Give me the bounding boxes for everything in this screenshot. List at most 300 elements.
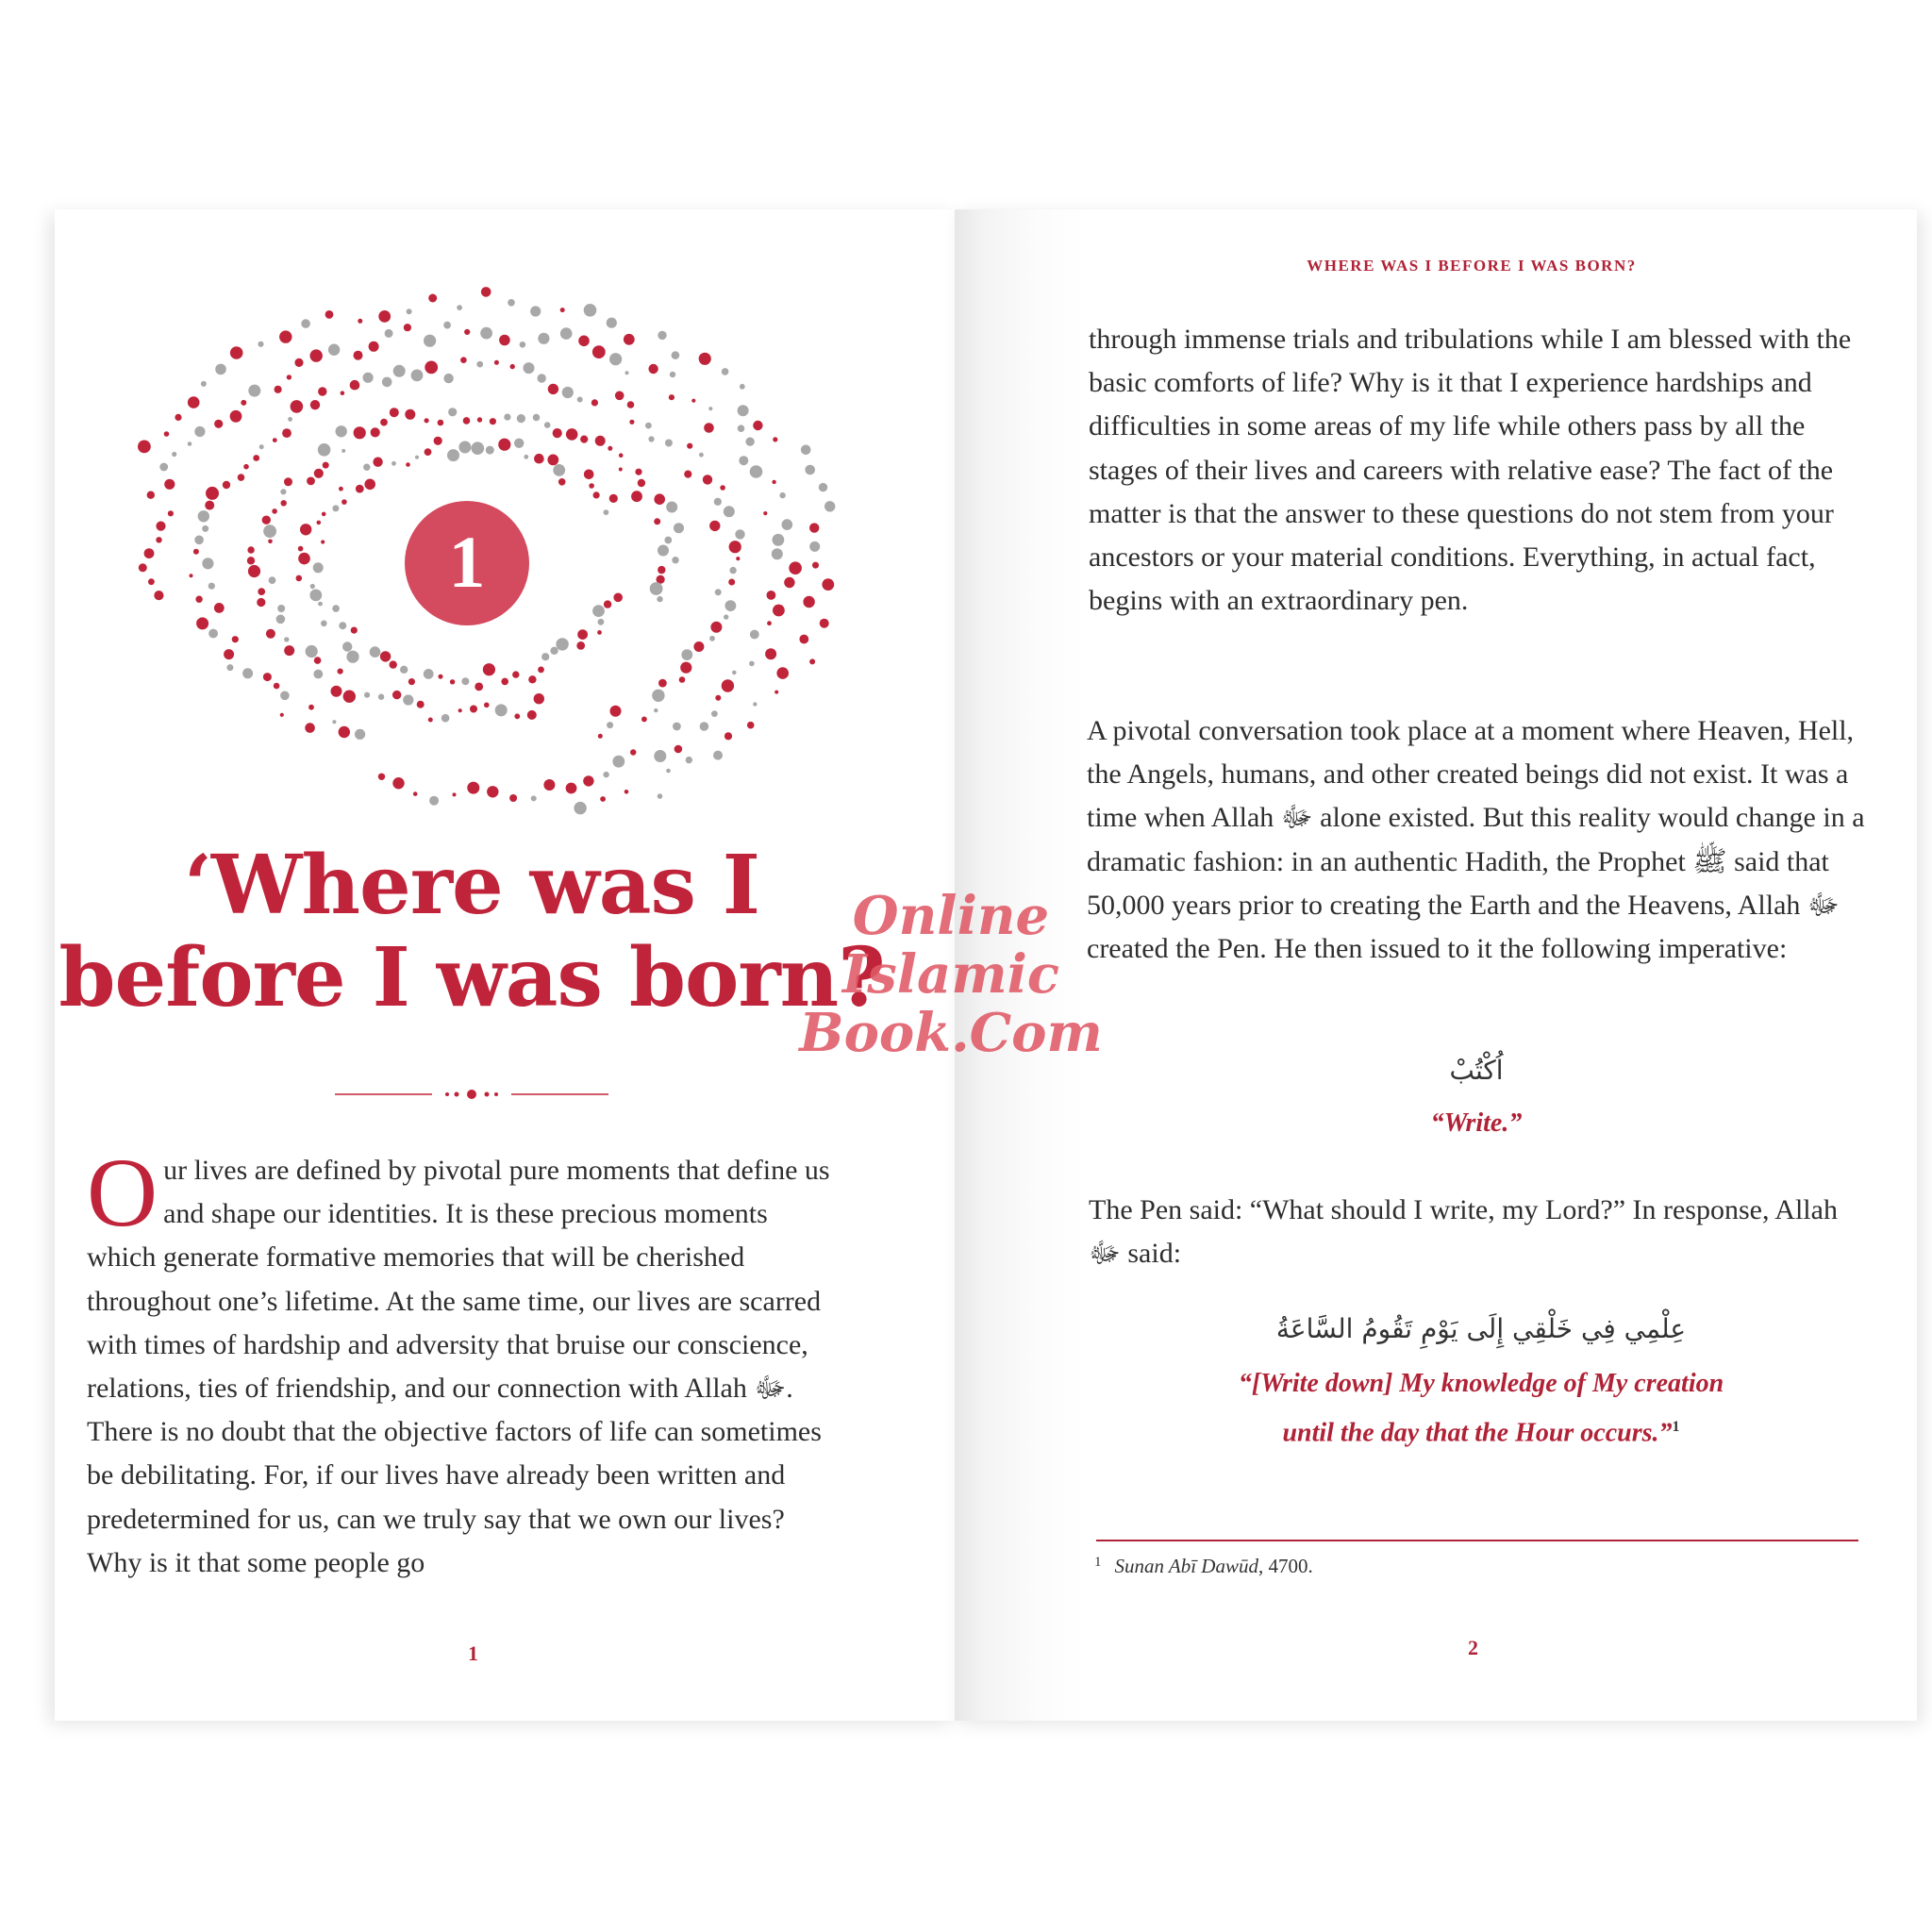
swirl-dot: [457, 305, 462, 310]
swirl-dot: [600, 796, 606, 802]
swirl-dot: [597, 630, 602, 635]
swirl-dot: [767, 621, 772, 625]
swirl-dot: [392, 691, 401, 699]
swirl-dot: [652, 690, 664, 702]
swirl-dot: [566, 428, 578, 441]
left-body-paragraph: [87, 1139, 841, 1585]
swirl-dot: [230, 346, 243, 359]
swirl-dot: [230, 410, 242, 423]
swirl-dot: [472, 441, 485, 455]
swirl-dot: [774, 691, 778, 694]
swirl-dot: [194, 426, 205, 437]
swirl-dot: [351, 627, 358, 634]
swirl-dot: [364, 692, 370, 698]
swirl-dot: [487, 786, 498, 797]
swirl-dot: [259, 444, 264, 449]
swirl-dot: [280, 691, 290, 701]
swirl-dot: [501, 678, 508, 686]
swirl-dot: [560, 327, 573, 340]
swirl-dot: [425, 418, 429, 423]
swirl-dot: [332, 505, 339, 511]
swirl-dot: [773, 437, 777, 441]
swirl-dot: [699, 453, 704, 458]
swirl-dot: [258, 341, 263, 347]
swirl-dot: [307, 477, 315, 486]
swirl-dot: [156, 522, 165, 531]
swirl-dot: [364, 479, 375, 491]
swirl-dot: [481, 287, 491, 297]
swirl-dot: [710, 622, 722, 633]
swirl-dot: [154, 591, 163, 600]
swirl-dot: [607, 318, 617, 328]
swirl-dot: [139, 563, 147, 572]
swirl-dot: [408, 678, 415, 685]
swirl-dot: [391, 461, 396, 466]
footnote: [1094, 1555, 1313, 1578]
swirl-dot: [484, 703, 490, 708]
swirl-dot: [205, 501, 214, 510]
swirl-dot: [772, 548, 783, 559]
swirl-dot: [429, 796, 439, 806]
swirl-dot: [274, 683, 280, 690]
swirl-dot: [609, 353, 622, 365]
swirl-dot: [202, 558, 213, 569]
swirl-dot: [354, 351, 363, 360]
swirl-dot: [356, 485, 364, 493]
swirl-dot: [447, 449, 459, 461]
swirl-dot: [711, 710, 718, 717]
swirl-dot: [342, 641, 352, 651]
swirl-dot: [684, 471, 691, 478]
swirl-dot: [425, 448, 432, 456]
swirl-dot: [773, 605, 785, 617]
swirl-dot: [490, 418, 496, 425]
swirl-dot: [779, 492, 785, 498]
swirl-dot: [296, 575, 303, 582]
swirl-dot: [553, 464, 565, 476]
swirl-dot: [767, 591, 776, 600]
swirl-dot: [577, 397, 583, 403]
swirl-dot: [415, 456, 419, 459]
swirl-dot: [314, 469, 324, 478]
swirl-dot: [458, 441, 471, 454]
swirl-dot: [248, 385, 260, 397]
swirl-dot: [509, 794, 517, 802]
swirl-dot: [745, 438, 754, 446]
swirl-dot: [576, 641, 585, 650]
swirl-dot: [223, 481, 230, 489]
swirl-dot: [534, 693, 544, 704]
swirl-dot: [669, 394, 675, 400]
swirl-dot: [434, 437, 442, 445]
swirl-dot: [470, 706, 477, 713]
swirl-dot: [724, 732, 732, 740]
swirl-dot: [619, 453, 624, 458]
right-paragraph-2: A pivotal conversation took place at a moment where Heaven, Hell, the Angels, humans, and other created beings did not exist. It was a time when Allah ﷻ alone existed. But this reality would change in a dramatic fashion: in an authentic Hadith, the Prophet ﷺ said that 50,000 years prior to creating the Earth and the Heavens, Allah ﷻ created the Pen. He then issued to it the following imperative:: [1087, 715, 1865, 965]
swirl-dot: [263, 525, 276, 538]
swirl-dot: [629, 420, 634, 425]
swirl-dot: [729, 567, 736, 574]
swirl-dot: [658, 545, 669, 557]
swirl-dot: [584, 304, 597, 317]
swirl-dot: [538, 333, 549, 344]
swirl-dot: [812, 562, 819, 569]
footnote-source: Sunan Abī Dawūd: [1114, 1555, 1258, 1577]
swirl-dot: [510, 364, 515, 369]
swirl-dot: [242, 668, 253, 678]
swirl-dot: [314, 657, 322, 664]
swirl-dot: [354, 426, 366, 439]
swirl-dot: [753, 421, 762, 430]
swirl-dot: [824, 501, 835, 511]
swirl-dot: [538, 374, 546, 382]
swirl-dot: [531, 795, 537, 801]
ornament-divider: [330, 1085, 613, 1104]
swirl-dot: [269, 576, 276, 584]
swirl-dot: [263, 673, 272, 681]
swirl-dot: [322, 512, 326, 517]
swirl-dot: [598, 734, 603, 739]
swirl-dot: [243, 464, 249, 470]
swirl-dot: [749, 661, 755, 667]
swirl-dot: [464, 329, 470, 335]
swirl-dot: [773, 534, 785, 546]
swirl-dot: [740, 384, 745, 390]
swirl-dot: [477, 417, 482, 422]
swirl-dot: [560, 308, 565, 312]
swirl-dot: [341, 391, 345, 395]
swirl-dot: [725, 600, 737, 611]
swirl-dot: [615, 391, 625, 401]
swirl-dot: [253, 455, 259, 461]
swirl-dot: [202, 525, 208, 532]
swirl-dot: [321, 540, 325, 543]
swirl-dot: [298, 546, 304, 552]
swirl-dot: [679, 676, 686, 683]
swirl-dot: [738, 425, 745, 432]
swirl-dot: [550, 647, 558, 655]
swirl-dot: [318, 602, 323, 607]
swirl-dot: [675, 745, 683, 754]
swirl-dot: [276, 615, 286, 625]
swirl-dot: [341, 449, 345, 453]
swirl-dot: [580, 436, 588, 443]
swirl-dot: [648, 436, 654, 441]
swirl-dot: [272, 508, 277, 514]
swirl-dot: [750, 630, 759, 640]
swirl-dot: [672, 351, 680, 359]
swirl-dot: [776, 667, 789, 679]
swirl-dot: [266, 629, 275, 639]
swirl-dot: [193, 549, 199, 555]
swirl-dot: [789, 561, 802, 575]
swirl-dot: [232, 636, 239, 642]
swirl-dot: [703, 475, 712, 484]
swirl-dot: [363, 464, 370, 471]
swirl-dot: [214, 420, 223, 428]
swirl-dot: [378, 310, 391, 323]
swirl-dot: [547, 455, 558, 466]
swirl-dot: [604, 509, 609, 515]
swirl-dot: [558, 478, 566, 486]
swirl-dot: [566, 783, 577, 794]
swirl-dot: [589, 483, 594, 489]
swirl-dot: [369, 341, 379, 352]
swirl-dot: [305, 723, 315, 733]
swirl-dot: [805, 465, 815, 475]
swirl-dot: [282, 428, 291, 438]
swirl-dot: [664, 537, 672, 544]
swirl-dot: [819, 483, 827, 491]
swirl-dot: [273, 438, 277, 442]
swirl-dot: [380, 651, 391, 661]
swirl-dot: [556, 638, 568, 650]
swirl-dot: [428, 294, 437, 303]
swirl-dot: [382, 377, 392, 388]
swirl-dot: [595, 436, 606, 446]
swirl-dot: [729, 541, 741, 553]
swirl-dot: [159, 463, 168, 472]
swirl-dot: [317, 521, 322, 525]
swirl-dot: [172, 452, 176, 457]
swirl-dot: [732, 671, 737, 675]
swirl-dot: [463, 417, 471, 425]
swirl-dot: [631, 491, 642, 502]
swirl-dot: [318, 443, 331, 457]
swirl-dot: [281, 500, 287, 506]
swirl-dot: [392, 777, 404, 789]
swirl-dot: [750, 465, 763, 478]
swirl-dot: [724, 614, 728, 619]
swirl-dot: [287, 375, 291, 379]
swirl-dot: [164, 479, 175, 490]
swirl-dot: [562, 387, 574, 398]
swirl-dot: [625, 790, 629, 794]
swirl-dot: [619, 468, 623, 472]
swirl-dot: [747, 722, 755, 729]
swirl-dot: [175, 414, 181, 421]
swirl-dot: [504, 414, 510, 421]
swirl-dot: [498, 439, 510, 451]
swirl-dot: [214, 603, 225, 613]
swirl-dot: [306, 645, 318, 658]
swirl-dot: [720, 485, 725, 491]
swirl-dot: [574, 802, 586, 814]
swirl-dot: [608, 446, 612, 451]
swirl-dot: [654, 708, 658, 712]
swirl-dot: [411, 370, 424, 382]
swirl-dot: [450, 679, 455, 684]
swirl-dot: [728, 579, 735, 586]
swirl-dot: [288, 417, 292, 422]
swirl-dot: [666, 502, 677, 513]
swirl-dot: [390, 660, 397, 668]
swirl-dot: [674, 523, 684, 533]
swirl-dot: [625, 371, 629, 375]
swirl-dot: [328, 344, 340, 356]
quote-hadith-line2: [1132, 1406, 1830, 1455]
swirl-dot: [325, 310, 334, 319]
swirl-dot: [336, 425, 347, 437]
swirl-dot: [715, 695, 721, 701]
swirl-dot: [658, 331, 666, 340]
swirl-dot: [709, 521, 720, 531]
swirl-dot: [188, 441, 192, 446]
swirl-dot: [738, 405, 749, 416]
swirl-dot: [624, 334, 635, 345]
swirl-dot: [604, 600, 611, 608]
swirl-dot: [578, 336, 590, 347]
swirl-dot: [739, 456, 748, 465]
swirl-dot: [782, 519, 793, 530]
swirl-dot: [257, 598, 265, 607]
swirl-dot: [584, 470, 594, 480]
swirl-dot: [577, 629, 588, 640]
swirl-dot: [280, 713, 284, 717]
watermark-line1: Online Islamic: [842, 885, 1059, 1006]
swirl-dot: [630, 749, 636, 755]
swirl-dot: [308, 705, 314, 710]
swirl-dot: [284, 637, 289, 641]
swirl-dot: [321, 621, 327, 627]
swirl-dot: [371, 427, 380, 437]
footnote-number: 1: [1094, 1555, 1102, 1570]
swirl-dot: [612, 756, 625, 768]
swirl-dot: [206, 487, 219, 500]
swirl-dot: [339, 622, 346, 629]
swirl-dot: [543, 779, 555, 791]
chapter-number: 1: [448, 521, 486, 603]
quote-hadith-line2-text: until the day that the Hour occurs.”: [1282, 1418, 1673, 1448]
swirl-dot: [190, 574, 193, 577]
swirl-dot: [196, 617, 208, 629]
swirl-dot: [650, 582, 663, 595]
swirl-dot: [156, 537, 161, 542]
swirl-dot: [772, 480, 775, 484]
swirl-dot: [247, 557, 255, 564]
page-number-right: 2: [1468, 1636, 1478, 1659]
swirl-dot: [378, 694, 384, 700]
swirl-dot: [809, 658, 815, 664]
swirl-dot: [275, 386, 282, 393]
swirl-dot: [407, 308, 412, 314]
swirl-dot: [424, 669, 434, 679]
swirl-dot: [313, 670, 323, 679]
swirl-dot: [648, 364, 658, 374]
swirl-dot: [144, 548, 155, 558]
swirl-dot: [681, 649, 692, 660]
swirl-dot: [654, 493, 665, 505]
swirl-dot: [298, 553, 310, 565]
swirl-dot: [763, 511, 767, 515]
swirl-dot: [508, 299, 515, 307]
decorative-dot-swirl: [66, 283, 877, 830]
swirl-dot: [666, 769, 671, 774]
swirl-dot: [494, 360, 499, 365]
swirl-dot: [700, 722, 709, 731]
swirl-dot: [645, 423, 652, 429]
swirl-dot: [686, 757, 692, 763]
watermark-line2: Book.Com: [799, 1002, 1103, 1064]
swirl-dot: [208, 629, 218, 639]
swirl-dot: [280, 489, 286, 494]
swirl-dot: [458, 708, 462, 712]
swirl-dot: [438, 420, 444, 426]
swirl-dot: [603, 772, 608, 777]
swirl-dot: [448, 408, 457, 416]
swirl-dot: [467, 782, 479, 794]
swirl-dot: [378, 774, 385, 780]
swirl-dot: [439, 675, 443, 679]
swirl-dot: [713, 751, 723, 760]
quote-hadith: [1132, 1362, 1830, 1455]
swirl-dot: [425, 361, 438, 375]
swirl-dot: [753, 702, 757, 706]
swirl-dot: [553, 428, 562, 438]
swirl-dot: [592, 605, 605, 617]
swirl-dot: [279, 330, 291, 342]
swirl-dot: [673, 723, 681, 731]
swirl-dot: [284, 645, 294, 656]
swirl-dot: [658, 566, 665, 574]
swirl-dot: [665, 440, 673, 447]
swirl-dot: [514, 439, 524, 448]
swirl-dot: [724, 506, 735, 517]
swirl-dot: [722, 679, 734, 691]
swirl-dot: [784, 577, 794, 588]
swirl-dot: [224, 649, 234, 659]
swirl-dot: [593, 491, 600, 498]
swirl-dot: [809, 523, 819, 532]
swirl-dot: [524, 455, 528, 459]
swirl-dot: [530, 306, 541, 316]
drop-cap: O: [87, 1139, 158, 1247]
swirl-dot: [527, 710, 537, 720]
swirl-dot: [194, 536, 204, 545]
swirl-dot: [332, 720, 336, 724]
swirl-dot: [338, 669, 343, 675]
swirl-dot: [799, 635, 808, 644]
swirl-dot: [635, 469, 641, 475]
swirl-dot: [441, 714, 450, 723]
swirl-dot: [339, 487, 343, 491]
swirl-dot: [801, 445, 811, 456]
swirl-dot: [138, 441, 151, 454]
swirl-dot: [512, 671, 519, 677]
swirl-dot: [443, 322, 451, 329]
swirl-dot: [341, 499, 347, 505]
swirl-dot: [520, 341, 526, 348]
swirl-dot: [533, 414, 541, 422]
swirl-dot: [658, 679, 667, 688]
right-paragraph-1: through immense trials and tribulations while I am blessed with the basic comforts of life? Why is it that I experience hardships and difficulties in some areas of my life while others pass by all the stages of their lives and careers with relative ease? The fact of the matter is that the answer to these questions do not stem from your ancestors or your material conditions. Everything, in actual fact, begins with an extraordinary pen.: [1089, 324, 1852, 617]
swirl-dot: [709, 636, 715, 641]
swirl-dot: [460, 357, 467, 363]
swirl-dot: [406, 462, 410, 467]
chapter-title-line2: before I was born?: [58, 930, 885, 1025]
swirl-dot: [350, 380, 360, 391]
swirl-dot: [332, 605, 340, 612]
swirl-dot: [592, 345, 606, 358]
swirl-dot: [346, 651, 358, 663]
swirl-dot: [475, 683, 483, 691]
swirl-dot: [238, 474, 245, 481]
swirl-dot: [428, 718, 433, 723]
swirl-dot: [277, 605, 285, 612]
swirl-dot: [148, 578, 155, 585]
swirl-dot: [591, 399, 598, 406]
chapter-title-line1: ‘Where was I: [183, 838, 760, 933]
